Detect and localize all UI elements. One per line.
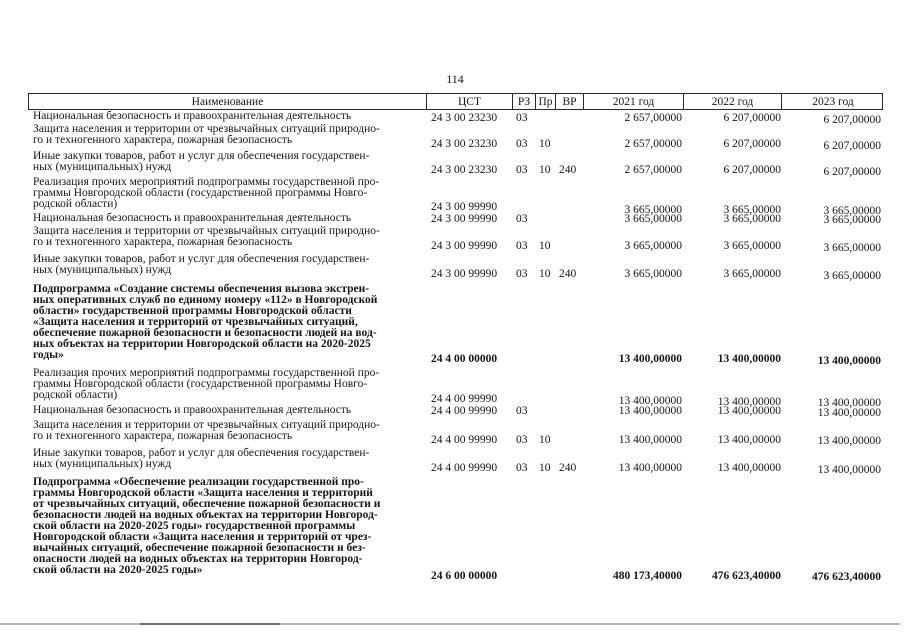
cell-rz: 03 xyxy=(516,240,528,252)
cell-rz: 03 xyxy=(516,213,528,225)
cell-cst: 24 3 00 99990 xyxy=(431,240,498,252)
cell-2021: 13 400,00000 xyxy=(618,434,682,446)
cell-rz: 03 xyxy=(516,138,528,150)
cell-cst: 24 3 00 99990 xyxy=(431,268,498,280)
row-name xyxy=(33,284,428,361)
row-values xyxy=(0,161,905,178)
row-name-line: ных объектах на территории Новгородской области на 2020-2025 xyxy=(33,338,371,350)
cell-2021: 13 400,00000 xyxy=(618,462,682,474)
cell-2023: 3 665,00000 xyxy=(823,242,881,254)
column-header-2022: 2022 год xyxy=(683,94,781,109)
column-header-vr: ВР xyxy=(555,94,583,109)
row-name-line: обеспечение пожарной безопасности и безопасности людей на вод- xyxy=(33,327,377,339)
column-header-rz: РЗ xyxy=(512,94,535,109)
cell-2023: 3 665,00000 xyxy=(823,205,881,217)
row-values xyxy=(0,570,905,582)
row-name-line: Подпрограмма «Создание системы обеспечения вызова экстрен- xyxy=(33,283,370,295)
cell-cst: 24 3 00 23230 xyxy=(431,164,498,176)
row-name-line: родской области) xyxy=(33,389,118,401)
row-name-line: го и техногенного характера, пожарная безопасность xyxy=(33,430,293,442)
cell-cst: 24 6 00 00000 xyxy=(431,570,498,582)
row-name xyxy=(33,477,428,576)
row-name-line: области» государственной программы Новгородской области xyxy=(33,305,352,317)
cell-cst: 24 4 00 99990 xyxy=(431,434,498,446)
cell-2022: 3 665,00000 xyxy=(723,204,781,216)
row-name-line: граммы Новгородской области (государственной программы Новго- xyxy=(33,378,368,390)
row-name-line: ской области на 2020-2025 годы» xyxy=(33,564,203,576)
cell-2021: 2 657,00000 xyxy=(624,112,682,124)
cell-rz: 03 xyxy=(516,164,528,176)
cell-2023: 3 665,00000 xyxy=(823,270,881,282)
row-name-line: ской области на 2020-2025 годы» государственной программы xyxy=(33,520,356,532)
cell-pr: 10 xyxy=(539,240,551,252)
cell-2023: 6 207,00000 xyxy=(823,166,881,178)
cell-cst: 24 4 00 99990 xyxy=(431,393,498,405)
cell-2023: 476 623,40000 xyxy=(812,571,881,583)
row-values xyxy=(0,240,905,252)
row-name-line: Подпрограмма «Обеспечение реализации государственной про- xyxy=(33,476,364,488)
cell-2021: 2 657,00000 xyxy=(624,138,682,150)
row-name-line: «Защита населения и территорий от чрезвычайных ситуаций, xyxy=(33,316,358,328)
cell-2023: 13 400,00000 xyxy=(817,355,881,367)
row-name-line: Национальная безопасность и правоохранительная деятельность xyxy=(33,212,352,224)
cell-2022: 3 665,00000 xyxy=(723,240,781,252)
cell-2023: 13 400,00000 xyxy=(817,397,881,409)
row-name-line: родской области) xyxy=(33,198,118,210)
row-name-line: ных (муниципальных) нужд xyxy=(33,458,172,470)
row-name-line: Реализация прочих мероприятий подпрограммы государственной про- xyxy=(33,176,380,188)
cell-2023: 6 207,00000 xyxy=(823,140,881,152)
cell-2021: 3 665,00000 xyxy=(624,204,682,216)
row-name-line: безопасности людей на водных объектах на территории Новгород- xyxy=(33,509,378,521)
cell-pr: 10 xyxy=(539,138,551,150)
cell-2023: 3 665,00000 xyxy=(823,214,881,226)
row-name-line: граммы Новгородской области «Защита населения и территорий xyxy=(33,487,373,499)
cell-2022: 3 665,00000 xyxy=(723,213,781,225)
row-name-line: Национальная безопасность и правоохранительная деятельность xyxy=(33,404,352,416)
row-name-line: годы» xyxy=(33,349,64,361)
cell-2022: 3 665,00000 xyxy=(723,268,781,280)
cell-2021: 13 400,00000 xyxy=(618,353,682,365)
row-name-line: от чрезвычайных ситуаций, обеспечение пожарной безопасности и xyxy=(33,498,381,510)
cell-2022: 6 207,00000 xyxy=(723,138,781,150)
cell-2023: 13 400,00000 xyxy=(817,407,881,419)
cell-2021: 480 173,40000 xyxy=(613,570,682,582)
cell-2023: 13 400,00000 xyxy=(817,435,881,447)
cell-pr: 10 xyxy=(539,268,551,280)
cell-2023: 6 207,00000 xyxy=(823,114,881,126)
row-values xyxy=(0,268,905,280)
row-name-line: вычайных ситуаций, обеспечение пожарной безопасности и без- xyxy=(33,542,366,554)
cell-2021: 13 400,00000 xyxy=(618,395,682,407)
cell-cst: 24 3 00 23230 xyxy=(431,112,498,124)
cell-pr: 10 xyxy=(539,164,551,176)
cell-vr: 240 xyxy=(559,164,577,176)
cell-2022: 13 400,00000 xyxy=(717,405,781,417)
row-values xyxy=(0,353,905,365)
row-name-line: ных (муниципальных) нужд xyxy=(33,264,172,276)
cell-cst: 24 3 00 23230 xyxy=(431,138,498,150)
cell-2021: 3 665,00000 xyxy=(624,213,682,225)
cell-cst: 24 4 00 99990 xyxy=(431,405,498,417)
cell-cst: 24 4 00 00000 xyxy=(431,353,498,365)
column-header-2021: 2021 год xyxy=(583,94,683,109)
cell-rz: 03 xyxy=(516,405,528,417)
page-number: 114 xyxy=(446,72,464,86)
row-values xyxy=(0,213,905,225)
row-name-line: Защита населения и территории от чрезвычайных ситуаций природно- xyxy=(33,225,380,237)
cell-2021: 13 400,00000 xyxy=(618,405,682,417)
row-name-line: Защита населения и территории от чрезвычайных ситуаций природно- xyxy=(33,123,380,135)
cell-pr: 10 xyxy=(539,434,551,446)
cell-2022: 6 207,00000 xyxy=(723,112,781,124)
row-name-line: Иные закупки товаров, работ и услуг для обеспечения государствен- xyxy=(33,447,370,459)
row-name-line: Защита населения и территории от чрезвычайных ситуаций природно- xyxy=(33,419,380,431)
cell-2021: 2 657,00000 xyxy=(624,164,682,176)
row-name-line: го и техногенного характера, пожарная безопасность xyxy=(33,134,293,146)
row-name-line: го и техногенного характера, пожарная безопасность xyxy=(33,236,293,248)
column-header-2023: 2023 год xyxy=(781,94,884,109)
cell-vr: 240 xyxy=(559,462,577,474)
row-values xyxy=(0,434,905,446)
cell-cst: 24 3 00 99990 xyxy=(431,201,498,213)
row-name-line: Национальная безопасность и правоохранительная деятельность xyxy=(33,110,352,122)
cell-pr: 10 xyxy=(539,462,551,474)
row-name-line: Новгородской области «Защита населения и территорий от чрез- xyxy=(33,531,372,543)
cell-vr: 240 xyxy=(559,268,577,280)
column-header-name: Наименование xyxy=(191,96,264,108)
row-name-line: Реализация прочих мероприятий подпрограммы государственной про- xyxy=(33,367,380,379)
row-name-line: опасности людей на водных объектах на территории Новгород- xyxy=(33,553,363,565)
cell-cst: 24 4 00 99990 xyxy=(431,462,498,474)
row-name-line: Иные закупки товаров, работ и услуг для обеспечения государствен- xyxy=(33,150,370,162)
cell-2023: 13 400,00000 xyxy=(817,464,881,476)
cell-2022: 13 400,00000 xyxy=(717,353,781,365)
cell-2022: 13 400,00000 xyxy=(717,434,781,446)
cell-2021: 3 665,00000 xyxy=(624,268,682,280)
scan-edge-divider xyxy=(0,623,900,625)
cell-2022: 13 400,00000 xyxy=(717,396,781,408)
cell-rz: 03 xyxy=(516,112,528,124)
cell-2022: 476 623,40000 xyxy=(712,570,781,582)
row-name-line: граммы Новгородской области (государственной программы Новго- xyxy=(33,187,368,199)
cell-rz: 03 xyxy=(516,434,528,446)
column-header-pr: Пр xyxy=(535,94,555,109)
cell-rz: 03 xyxy=(516,268,528,280)
row-values xyxy=(0,138,905,150)
column-header-cst: ЦСТ xyxy=(426,94,512,109)
cell-2022: 13 400,00000 xyxy=(717,462,781,474)
row-name-line: ных (муниципальных) нужд xyxy=(33,161,172,173)
row-name-line: Иные закупки товаров, работ и услуг для обеспечения государствен- xyxy=(33,253,370,265)
row-values xyxy=(0,405,905,417)
cell-rz: 03 xyxy=(516,462,528,474)
cell-cst: 24 3 00 99990 xyxy=(431,213,498,225)
table-header xyxy=(28,93,883,110)
cell-2021: 3 665,00000 xyxy=(624,240,682,252)
row-values xyxy=(0,462,905,474)
cell-2022: 6 207,00000 xyxy=(723,164,781,176)
row-name-line: ных оперативных служб по единому номеру «112» в Новгородской xyxy=(33,294,378,306)
